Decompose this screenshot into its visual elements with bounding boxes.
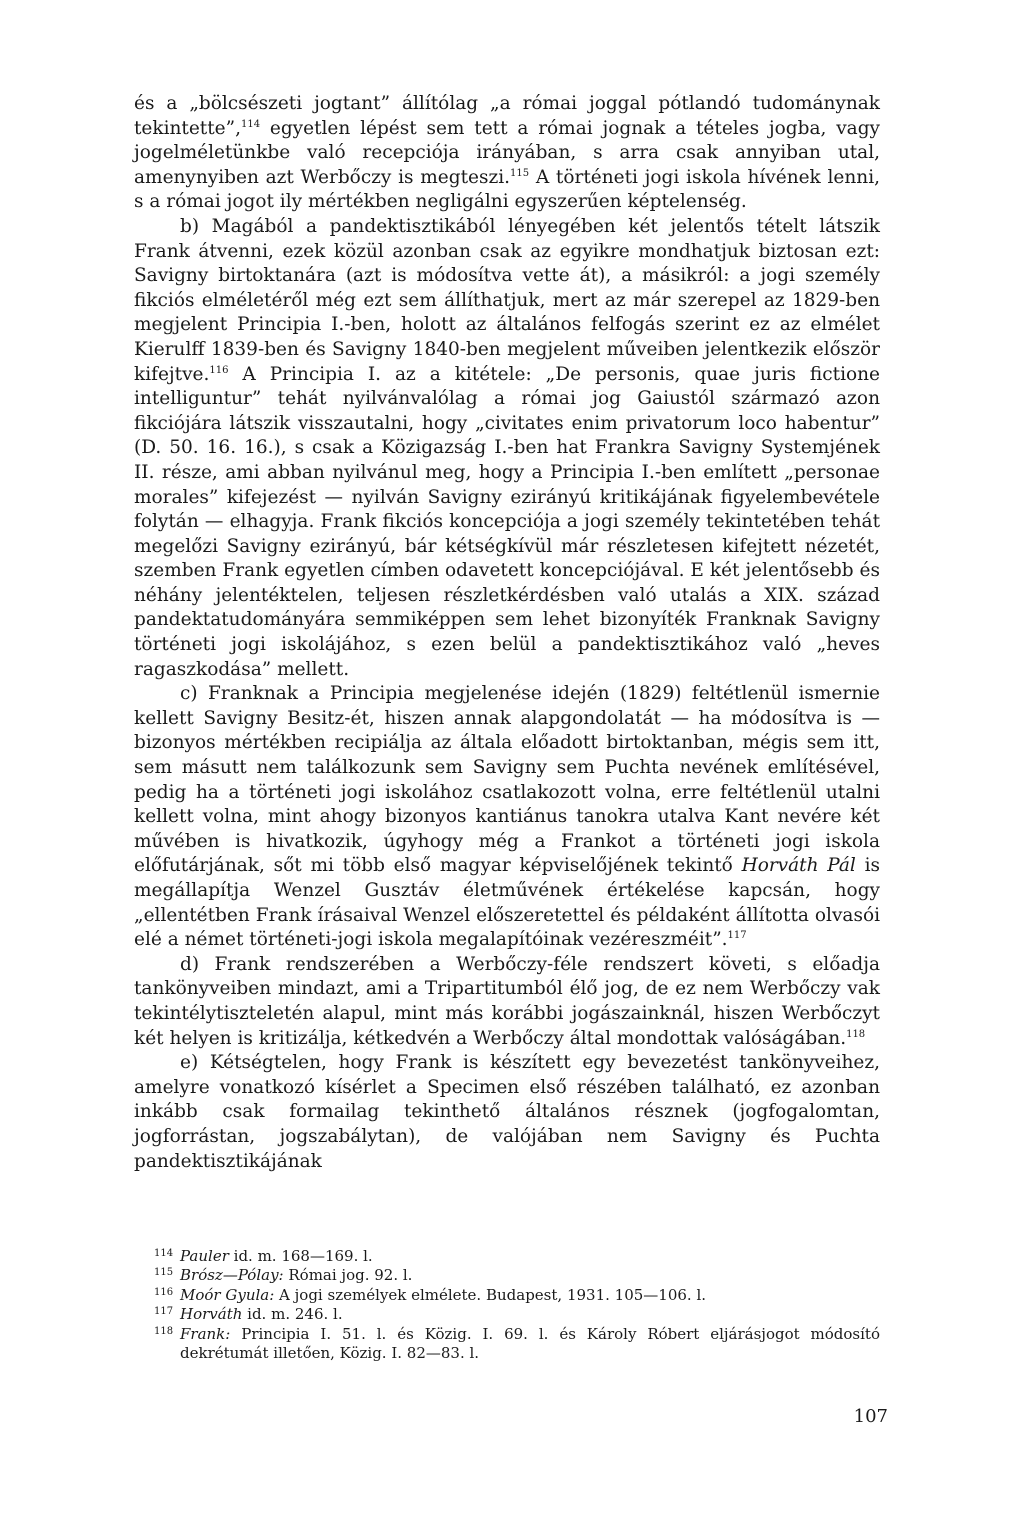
footnote-author: Brósz—Pólay: [180, 1266, 284, 1285]
paragraph-p5 [134, 1051, 880, 1174]
paragraph-p4 [134, 953, 880, 1051]
text-run: egyetlen lépést sem tett a római jognak a tételes jogba, vagy jogelméletünkbe való recepciója irányában, s arra csak annyiban utal, amenynyiben azt Werbőczy is megteszi. [134, 117, 880, 188]
footnote: 117 Horváth id. m. 246. l. [154, 1305, 343, 1324]
footnote-text: id. m. 246. l. [242, 1305, 343, 1324]
footnote-author: Frank: [180, 1324, 231, 1343]
footnote: 118 Frank: Principia I. 51. l. és Közig. I. 69. l. és Károly Róbert eljárásjogot módosító dekrétumát illetően, Közig. I. 82—83. l. [154, 1324, 880, 1363]
footnote-ref: 116 [209, 364, 229, 376]
text-run: c) Franknak a Principia megjelenése idején (1829) feltétlenül ismernie kellett Savigny Besitz-ét, hiszen annak alapgondolatát — ha módosítva is — bizonyos mértékben recipiálja az általa előadott birtoktanban, mégis sem itt, sem másutt nem találkozunk sem Savigny sem Puchta nevének említésével, pedig ha a történeti jogi iskolához csatlakozott volna, erre feltétlenül utalni kellett volna, mint ahogy bizonyos kantiánus tanokra utalva Kant nevére két művében is hivatkozik, úgyhogy még a Frankot a történeti jogi iskola előfutárjának, sőt mi több első magyar képviselőjének tekintő [134, 683, 880, 877]
paragraph-p3 [134, 682, 880, 953]
text-run: d) Frank rendszerében a Werbőczy-féle rendszert követi, s előadja tankönyveiben mindazt, ami a Tripartitumból élő jog, de ez nem Werbőczy vak tekintélytiszteletén alapul, mint más korábbi jogászainknál, hiszen Werbőczyt két helyen is kritizálja, kétkedvén a Werbőczy által mondottak valóságában. [134, 953, 880, 1049]
page-number: 107 [853, 1406, 888, 1427]
footnote-author: Pauler [180, 1247, 229, 1265]
footnote-text: Principia I. 51. l. és Közig. I. 69. l. és Károly Róbert eljárásjogot módosító dekrétumát illetően, Közig. I. 82—83. l. [180, 1324, 880, 1363]
footnote: 115 Brósz—Pólay: Római jog. 92. l. [154, 1266, 413, 1285]
footnotes [134, 1247, 880, 1363]
paragraph-p1 [134, 92, 880, 215]
footnote: 114 Pauler id. m. 168—169. l. [154, 1247, 373, 1265]
footnote-text: id. m. 168—169. l. [228, 1247, 373, 1265]
paragraph-p2 [134, 215, 880, 682]
footnote: 116 Moór Gyula: A jogi személyek elmélete. Budapest, 1931. 105—106. l. [154, 1285, 707, 1304]
text-run: e) Kétségtelen, hogy Frank is készített egy bevezetést tankönyveihez, amelyre vonatkozó kísérlet a Specimen első részében található, ez azonban inkább csak formailag tekinthető általános résznek (jogfogalomtan, jogforrástan, jogszabálytan), de valójában nem Savigny és Puchta pandektisztikájának [134, 1052, 880, 1172]
text-run: b) Magából a pandektisztikából lényegében két jelentős tételt látszik Frank átvenni, ezek közül azonban csak az egyikre mondhatjuk biztosan ezt: Savigny birtoktanára (azt is módosítva vette át), a másikról: a jogi személy fikciós elméletéről még ezt sem állíthatjuk, mert az már szerepel az 1829-ben megjelent Principia I.-ben, holott az általános felfogás szerint ez az elmélet Kierulff 1839-ben és Savigny 1840-ben megjelent műveiben jelentkezik először kifejtve. [134, 215, 880, 385]
footnote-ref: 115 [510, 167, 530, 179]
footnote-ref: 117 [727, 930, 747, 942]
text-run: A Principia I. az a kitétele: „De personis, quae juris fictione intelliguntur” tehát nyilvánvalólag a római jog Gaiustól származó azon fikciójára látszik visszautalni, hogy „civitates enim privatorum loco habentur” (D. 50. 16. 16.), s csak a Közigazság I.-ben hat Frankra Savigny Systemjének II. része, ami abban nyilvánul meg, hogy a Principia I.-ben említett „personae morales” kifejezést — nyilván Savigny ezirányú kritikájának figyelembevétele folytán — elhagyja. Frank fikciós koncepciója a jogi személy tekintetében tehát megelőzi Savigny ezirányú, bár kétségkívül már részletesen kifejtett nézetét, szemben Frank egyetlen címben odavetett koncepciójával. E két jelentősebb és néhány jelentéktelen, teljesen részletkérdésben való utalás a XIX. század pandektatudományára semmiképpen sem lehet bizonyíték Franknak Savigny történeti jogi iskolájához, s ezen belül a pandektisztikához való „heves ragaszkodása” mellett. [134, 363, 880, 680]
footnote-ref: 118 [846, 1028, 866, 1040]
italic-text: Horváth Pál [741, 855, 856, 877]
body-text [134, 92, 880, 1174]
text-run: A történeti jogi iskola hívének lenni, s a római jogot ily mértékben negligálni egyszerűen képtelenség. [134, 166, 880, 213]
footnote-author: Moór Gyula: [180, 1285, 275, 1304]
footnote-text: Római jog. 92. l. [283, 1266, 413, 1285]
footnote-text: A jogi személyek elmélete. Budapest, 1931. 105—106. l. [274, 1285, 707, 1304]
footnote-author: Horváth [180, 1305, 243, 1324]
text-run: és a „bölcsészeti jogtant” állítólag „a római joggal pótlandó tudománynak tekintette”, [134, 93, 880, 139]
text-run: is megállapítja Wenzel Gusztáv életművének értékelése kapcsán, hogy „ellentétben Frank írásaival Wenzel előszeretettel és példaként állította olvasói elé a német történeti-jogi iskola megalapítóinak vezéreszméit”. [134, 855, 880, 951]
footnote-ref: 114 [240, 118, 261, 130]
